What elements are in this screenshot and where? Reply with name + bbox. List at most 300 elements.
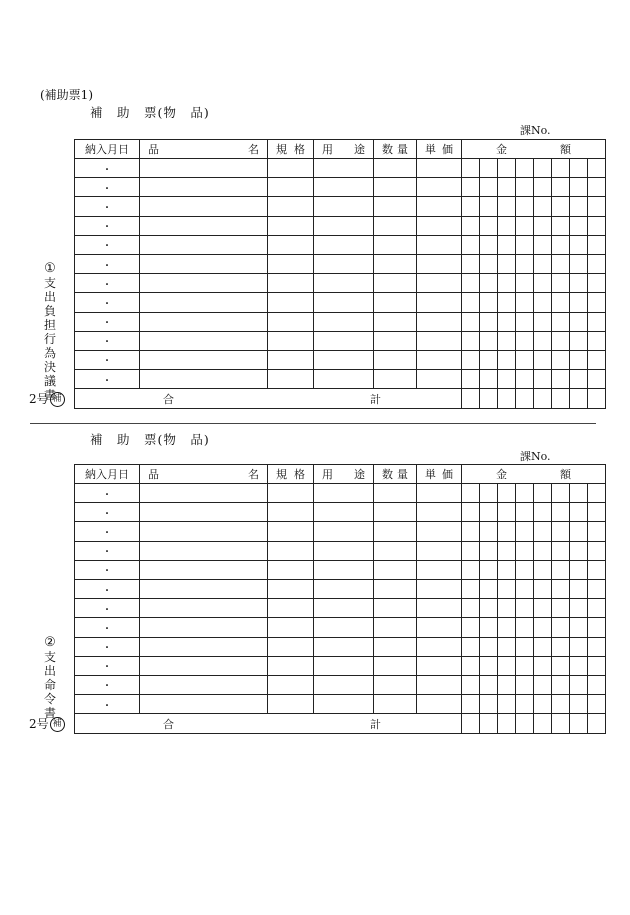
entry-cell[interactable] [417, 618, 462, 637]
entry-cell[interactable] [570, 599, 588, 618]
date-cell[interactable] [75, 484, 140, 503]
date-cell[interactable] [75, 599, 140, 618]
entry-cell[interactable] [417, 522, 462, 541]
entry-cell[interactable] [140, 312, 268, 331]
entry-cell[interactable] [552, 235, 570, 254]
entry-cell[interactable] [374, 197, 417, 216]
entry-cell[interactable] [268, 618, 314, 637]
entry-cell[interactable] [552, 522, 570, 541]
entry-cell[interactable] [462, 503, 480, 522]
entry-cell[interactable] [462, 178, 480, 197]
entry-cell[interactable] [140, 254, 268, 273]
entry-cell[interactable] [570, 331, 588, 350]
entry-cell[interactable] [534, 618, 552, 637]
entry-cell[interactable] [417, 579, 462, 598]
entry-cell[interactable] [140, 522, 268, 541]
entry-cell[interactable] [516, 254, 534, 273]
entry-cell[interactable] [498, 541, 516, 560]
entry-cell[interactable] [480, 197, 498, 216]
entry-cell[interactable] [480, 235, 498, 254]
entry-cell[interactable] [268, 197, 314, 216]
entry-cell[interactable] [314, 350, 374, 369]
entry-cell[interactable] [516, 579, 534, 598]
entry-cell[interactable] [140, 370, 268, 389]
entry-cell[interactable] [498, 350, 516, 369]
entry-cell[interactable] [534, 599, 552, 618]
entry-cell[interactable] [588, 216, 606, 235]
date-cell[interactable] [75, 695, 140, 714]
entry-cell[interactable] [268, 560, 314, 579]
entry-cell[interactable] [480, 254, 498, 273]
entry-cell[interactable] [140, 560, 268, 579]
entry-cell[interactable] [462, 216, 480, 235]
entry-cell[interactable] [516, 599, 534, 618]
entry-cell[interactable] [480, 350, 498, 369]
entry-cell[interactable] [588, 293, 606, 312]
entry-cell[interactable] [588, 159, 606, 178]
entry-cell[interactable] [498, 274, 516, 293]
entry-cell[interactable] [417, 350, 462, 369]
entry-cell[interactable] [268, 254, 314, 273]
entry-cell[interactable] [140, 274, 268, 293]
entry-cell[interactable] [374, 293, 417, 312]
entry-cell[interactable] [480, 312, 498, 331]
entry-cell[interactable] [498, 484, 516, 503]
entry-cell[interactable] [516, 350, 534, 369]
entry-cell[interactable] [570, 618, 588, 637]
entry-cell[interactable] [498, 370, 516, 389]
entry-cell[interactable] [374, 235, 417, 254]
entry-cell[interactable] [552, 618, 570, 637]
entry-cell[interactable] [588, 178, 606, 197]
entry-cell[interactable] [314, 599, 374, 618]
entry-cell[interactable] [314, 484, 374, 503]
entry-cell[interactable] [516, 216, 534, 235]
entry-cell[interactable] [314, 216, 374, 235]
entry-cell[interactable] [314, 522, 374, 541]
entry-cell[interactable] [314, 618, 374, 637]
date-cell[interactable] [75, 254, 140, 273]
entry-cell[interactable] [498, 178, 516, 197]
entry-cell[interactable] [140, 216, 268, 235]
entry-cell[interactable] [268, 178, 314, 197]
entry-cell[interactable] [516, 484, 534, 503]
entry-cell[interactable] [498, 637, 516, 656]
entry-cell[interactable] [374, 254, 417, 273]
entry-cell[interactable] [314, 254, 374, 273]
entry-cell[interactable] [462, 312, 480, 331]
entry-cell[interactable] [480, 178, 498, 197]
date-cell[interactable] [75, 637, 140, 656]
entry-cell[interactable] [140, 637, 268, 656]
entry-cell[interactable] [552, 541, 570, 560]
entry-cell[interactable] [417, 293, 462, 312]
entry-cell[interactable] [417, 560, 462, 579]
date-cell[interactable] [75, 560, 140, 579]
entry-cell[interactable] [588, 197, 606, 216]
date-cell[interactable] [75, 656, 140, 675]
total-amount-cell[interactable] [552, 714, 570, 734]
entry-cell[interactable] [268, 695, 314, 714]
entry-cell[interactable] [268, 274, 314, 293]
entry-cell[interactable] [140, 484, 268, 503]
date-cell[interactable] [75, 274, 140, 293]
total-amount-cell[interactable] [516, 714, 534, 734]
entry-cell[interactable] [516, 695, 534, 714]
entry-cell[interactable] [570, 370, 588, 389]
entry-cell[interactable] [516, 331, 534, 350]
entry-cell[interactable] [552, 293, 570, 312]
entry-cell[interactable] [498, 197, 516, 216]
entry-cell[interactable] [480, 599, 498, 618]
entry-cell[interactable] [480, 274, 498, 293]
entry-cell[interactable] [374, 579, 417, 598]
entry-cell[interactable] [462, 695, 480, 714]
entry-cell[interactable] [552, 216, 570, 235]
entry-cell[interactable] [588, 522, 606, 541]
entry-cell[interactable] [417, 370, 462, 389]
entry-cell[interactable] [417, 216, 462, 235]
entry-cell[interactable] [374, 216, 417, 235]
entry-cell[interactable] [480, 159, 498, 178]
entry-cell[interactable] [516, 637, 534, 656]
total-amount-cell[interactable] [498, 714, 516, 734]
total-amount-cell[interactable] [570, 389, 588, 409]
entry-cell[interactable] [588, 235, 606, 254]
entry-cell[interactable] [480, 695, 498, 714]
entry-cell[interactable] [480, 560, 498, 579]
entry-cell[interactable] [314, 293, 374, 312]
entry-cell[interactable] [268, 350, 314, 369]
entry-cell[interactable] [462, 560, 480, 579]
entry-cell[interactable] [374, 618, 417, 637]
entry-cell[interactable] [570, 197, 588, 216]
entry-cell[interactable] [534, 331, 552, 350]
entry-cell[interactable] [552, 637, 570, 656]
entry-cell[interactable] [552, 178, 570, 197]
entry-cell[interactable] [588, 484, 606, 503]
entry-cell[interactable] [498, 331, 516, 350]
entry-cell[interactable] [534, 560, 552, 579]
entry-cell[interactable] [498, 293, 516, 312]
entry-cell[interactable] [570, 216, 588, 235]
date-cell[interactable] [75, 235, 140, 254]
entry-cell[interactable] [462, 599, 480, 618]
entry-cell[interactable] [516, 656, 534, 675]
entry-cell[interactable] [462, 541, 480, 560]
entry-cell[interactable] [417, 254, 462, 273]
entry-cell[interactable] [462, 331, 480, 350]
entry-cell[interactable] [588, 675, 606, 694]
entry-cell[interactable] [374, 675, 417, 694]
entry-cell[interactable] [417, 637, 462, 656]
entry-cell[interactable] [498, 522, 516, 541]
entry-cell[interactable] [534, 503, 552, 522]
entry-cell[interactable] [417, 675, 462, 694]
entry-cell[interactable] [516, 370, 534, 389]
entry-cell[interactable] [268, 675, 314, 694]
entry-cell[interactable] [534, 484, 552, 503]
entry-cell[interactable] [417, 541, 462, 560]
entry-cell[interactable] [140, 618, 268, 637]
date-cell[interactable] [75, 370, 140, 389]
entry-cell[interactable] [140, 656, 268, 675]
total-amount-cell[interactable] [588, 714, 606, 734]
entry-cell[interactable] [552, 599, 570, 618]
entry-cell[interactable] [314, 560, 374, 579]
entry-cell[interactable] [480, 293, 498, 312]
entry-cell[interactable] [570, 350, 588, 369]
entry-cell[interactable] [588, 560, 606, 579]
entry-cell[interactable] [570, 312, 588, 331]
entry-cell[interactable] [140, 599, 268, 618]
entry-cell[interactable] [140, 503, 268, 522]
entry-cell[interactable] [516, 293, 534, 312]
entry-cell[interactable] [516, 274, 534, 293]
entry-cell[interactable] [314, 695, 374, 714]
entry-cell[interactable] [417, 235, 462, 254]
entry-cell[interactable] [534, 274, 552, 293]
entry-cell[interactable] [570, 484, 588, 503]
entry-cell[interactable] [552, 695, 570, 714]
entry-cell[interactable] [588, 503, 606, 522]
entry-cell[interactable] [374, 178, 417, 197]
entry-cell[interactable] [374, 312, 417, 331]
entry-cell[interactable] [534, 197, 552, 216]
entry-cell[interactable] [314, 235, 374, 254]
entry-cell[interactable] [552, 484, 570, 503]
entry-cell[interactable] [534, 235, 552, 254]
entry-cell[interactable] [498, 216, 516, 235]
entry-cell[interactable] [268, 293, 314, 312]
entry-cell[interactable] [462, 618, 480, 637]
entry-cell[interactable] [588, 637, 606, 656]
entry-cell[interactable] [374, 560, 417, 579]
entry-cell[interactable] [480, 637, 498, 656]
entry-cell[interactable] [516, 541, 534, 560]
entry-cell[interactable] [570, 695, 588, 714]
entry-cell[interactable] [140, 579, 268, 598]
entry-cell[interactable] [570, 159, 588, 178]
entry-cell[interactable] [588, 541, 606, 560]
entry-cell[interactable] [314, 274, 374, 293]
entry-cell[interactable] [552, 274, 570, 293]
entry-cell[interactable] [588, 695, 606, 714]
entry-cell[interactable] [498, 618, 516, 637]
entry-cell[interactable] [374, 656, 417, 675]
entry-cell[interactable] [552, 331, 570, 350]
entry-cell[interactable] [552, 312, 570, 331]
entry-cell[interactable] [314, 159, 374, 178]
entry-cell[interactable] [498, 235, 516, 254]
entry-cell[interactable] [268, 656, 314, 675]
entry-cell[interactable] [268, 522, 314, 541]
entry-cell[interactable] [462, 254, 480, 273]
entry-cell[interactable] [552, 370, 570, 389]
entry-cell[interactable] [462, 579, 480, 598]
entry-cell[interactable] [534, 579, 552, 598]
entry-cell[interactable] [374, 695, 417, 714]
entry-cell[interactable] [140, 235, 268, 254]
entry-cell[interactable] [588, 312, 606, 331]
entry-cell[interactable] [552, 656, 570, 675]
entry-cell[interactable] [140, 541, 268, 560]
entry-cell[interactable] [480, 541, 498, 560]
entry-cell[interactable] [516, 312, 534, 331]
entry-cell[interactable] [534, 370, 552, 389]
entry-cell[interactable] [314, 541, 374, 560]
entry-cell[interactable] [534, 656, 552, 675]
entry-cell[interactable] [480, 503, 498, 522]
entry-cell[interactable] [462, 159, 480, 178]
entry-cell[interactable] [417, 599, 462, 618]
entry-cell[interactable] [140, 331, 268, 350]
entry-cell[interactable] [480, 216, 498, 235]
entry-cell[interactable] [552, 579, 570, 598]
total-amount-cell[interactable] [588, 389, 606, 409]
entry-cell[interactable] [498, 560, 516, 579]
entry-cell[interactable] [462, 235, 480, 254]
entry-cell[interactable] [374, 541, 417, 560]
date-cell[interactable] [75, 503, 140, 522]
date-cell[interactable] [75, 350, 140, 369]
entry-cell[interactable] [516, 560, 534, 579]
entry-cell[interactable] [462, 656, 480, 675]
entry-cell[interactable] [314, 675, 374, 694]
entry-cell[interactable] [462, 637, 480, 656]
entry-cell[interactable] [417, 484, 462, 503]
entry-cell[interactable] [480, 370, 498, 389]
entry-cell[interactable] [570, 579, 588, 598]
entry-cell[interactable] [314, 579, 374, 598]
entry-cell[interactable] [314, 331, 374, 350]
entry-cell[interactable] [534, 675, 552, 694]
entry-cell[interactable] [516, 675, 534, 694]
entry-cell[interactable] [588, 254, 606, 273]
entry-cell[interactable] [374, 370, 417, 389]
entry-cell[interactable] [268, 541, 314, 560]
entry-cell[interactable] [516, 522, 534, 541]
entry-cell[interactable] [140, 197, 268, 216]
date-cell[interactable] [75, 579, 140, 598]
entry-cell[interactable] [462, 274, 480, 293]
date-cell[interactable] [75, 522, 140, 541]
entry-cell[interactable] [374, 599, 417, 618]
entry-cell[interactable] [374, 522, 417, 541]
entry-cell[interactable] [588, 331, 606, 350]
entry-cell[interactable] [268, 579, 314, 598]
total-amount-cell[interactable] [462, 714, 480, 734]
entry-cell[interactable] [570, 178, 588, 197]
entry-cell[interactable] [498, 599, 516, 618]
total-amount-cell[interactable] [534, 714, 552, 734]
entry-cell[interactable] [462, 350, 480, 369]
entry-cell[interactable] [140, 293, 268, 312]
entry-cell[interactable] [552, 159, 570, 178]
entry-cell[interactable] [588, 618, 606, 637]
entry-cell[interactable] [570, 503, 588, 522]
entry-cell[interactable] [417, 503, 462, 522]
date-cell[interactable] [75, 675, 140, 694]
entry-cell[interactable] [534, 637, 552, 656]
entry-cell[interactable] [374, 484, 417, 503]
entry-cell[interactable] [268, 159, 314, 178]
entry-cell[interactable] [534, 216, 552, 235]
entry-cell[interactable] [268, 216, 314, 235]
entry-cell[interactable] [498, 159, 516, 178]
entry-cell[interactable] [140, 178, 268, 197]
entry-cell[interactable] [534, 541, 552, 560]
entry-cell[interactable] [570, 235, 588, 254]
entry-cell[interactable] [268, 637, 314, 656]
total-amount-cell[interactable] [498, 389, 516, 409]
entry-cell[interactable] [374, 637, 417, 656]
entry-cell[interactable] [552, 503, 570, 522]
entry-cell[interactable] [480, 331, 498, 350]
date-cell[interactable] [75, 541, 140, 560]
entry-cell[interactable] [552, 197, 570, 216]
entry-cell[interactable] [480, 656, 498, 675]
entry-cell[interactable] [268, 312, 314, 331]
entry-cell[interactable] [570, 637, 588, 656]
entry-cell[interactable] [417, 178, 462, 197]
entry-cell[interactable] [462, 675, 480, 694]
entry-cell[interactable] [480, 579, 498, 598]
entry-cell[interactable] [417, 274, 462, 293]
entry-cell[interactable] [570, 541, 588, 560]
entry-cell[interactable] [498, 579, 516, 598]
entry-cell[interactable] [534, 350, 552, 369]
entry-cell[interactable] [268, 235, 314, 254]
entry-cell[interactable] [140, 675, 268, 694]
entry-cell[interactable] [570, 522, 588, 541]
entry-cell[interactable] [498, 312, 516, 331]
entry-cell[interactable] [268, 599, 314, 618]
entry-cell[interactable] [314, 503, 374, 522]
entry-cell[interactable] [417, 656, 462, 675]
entry-cell[interactable] [516, 235, 534, 254]
total-amount-cell[interactable] [480, 389, 498, 409]
entry-cell[interactable] [498, 503, 516, 522]
entry-cell[interactable] [516, 618, 534, 637]
entry-cell[interactable] [140, 350, 268, 369]
entry-cell[interactable] [498, 695, 516, 714]
entry-cell[interactable] [417, 695, 462, 714]
entry-cell[interactable] [570, 560, 588, 579]
total-amount-cell[interactable] [516, 389, 534, 409]
entry-cell[interactable] [570, 293, 588, 312]
entry-cell[interactable] [480, 675, 498, 694]
date-cell[interactable] [75, 312, 140, 331]
entry-cell[interactable] [552, 254, 570, 273]
entry-cell[interactable] [588, 656, 606, 675]
entry-cell[interactable] [516, 159, 534, 178]
entry-cell[interactable] [588, 599, 606, 618]
entry-cell[interactable] [268, 370, 314, 389]
entry-cell[interactable] [462, 197, 480, 216]
entry-cell[interactable] [570, 274, 588, 293]
entry-cell[interactable] [534, 178, 552, 197]
entry-cell[interactable] [552, 350, 570, 369]
entry-cell[interactable] [314, 637, 374, 656]
date-cell[interactable] [75, 216, 140, 235]
total-amount-cell[interactable] [570, 714, 588, 734]
entry-cell[interactable] [462, 484, 480, 503]
entry-cell[interactable] [314, 656, 374, 675]
entry-cell[interactable] [588, 370, 606, 389]
entry-cell[interactable] [534, 254, 552, 273]
entry-cell[interactable] [140, 695, 268, 714]
